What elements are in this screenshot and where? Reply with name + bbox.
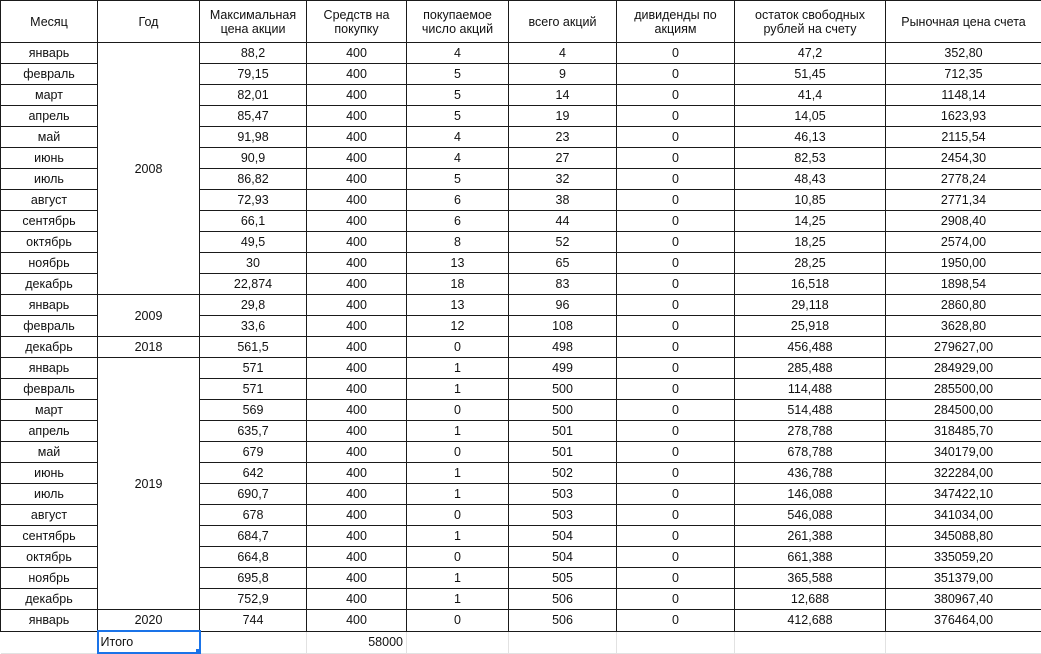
market-value-cell[interactable]: 2574,00 xyxy=(886,232,1041,253)
dividends-cell[interactable]: 0 xyxy=(617,358,735,379)
bought-shares-cell[interactable]: 13 xyxy=(407,253,509,274)
dividends-cell[interactable]: 0 xyxy=(617,253,735,274)
month-cell[interactable]: декабрь xyxy=(1,274,98,295)
max-price-cell[interactable]: 571 xyxy=(200,358,307,379)
column-header[interactable]: всего акций xyxy=(509,1,617,43)
column-header[interactable]: Максимальная цена акции xyxy=(200,1,307,43)
free-rubles-cell[interactable]: 146,088 xyxy=(735,484,886,505)
month-cell[interactable]: март xyxy=(1,400,98,421)
free-rubles-cell[interactable]: 365,588 xyxy=(735,568,886,589)
market-value-cell[interactable]: 380967,40 xyxy=(886,589,1041,610)
month-cell[interactable]: май xyxy=(1,127,98,148)
month-cell[interactable]: декабрь xyxy=(1,589,98,610)
market-value-cell[interactable]: 279627,00 xyxy=(886,337,1041,358)
free-rubles-cell[interactable]: 47,2 xyxy=(735,43,886,64)
bought-shares-cell[interactable]: 0 xyxy=(407,610,509,632)
max-price-cell[interactable]: 690,7 xyxy=(200,484,307,505)
market-value-cell[interactable]: 345088,80 xyxy=(886,526,1041,547)
total-shares-cell[interactable]: 500 xyxy=(509,379,617,400)
total-shares-cell[interactable]: 108 xyxy=(509,316,617,337)
total-shares-cell[interactable]: 52 xyxy=(509,232,617,253)
dividends-cell[interactable]: 0 xyxy=(617,589,735,610)
month-cell[interactable]: сентябрь xyxy=(1,526,98,547)
total-shares-cell[interactable]: 500 xyxy=(509,400,617,421)
month-cell[interactable]: февраль xyxy=(1,379,98,400)
funds-cell[interactable]: 400 xyxy=(307,547,407,568)
total-shares-cell[interactable]: 504 xyxy=(509,547,617,568)
market-value-cell[interactable]: 3628,80 xyxy=(886,316,1041,337)
bought-shares-cell[interactable]: 13 xyxy=(407,295,509,316)
total-shares-cell[interactable]: 19 xyxy=(509,106,617,127)
table-body xyxy=(1,43,1041,654)
month-cell[interactable]: сентябрь xyxy=(1,211,98,232)
year-cell[interactable]: 2018 xyxy=(98,337,200,358)
market-value-cell[interactable]: 376464,00 xyxy=(886,610,1041,632)
bought-shares-cell[interactable]: 0 xyxy=(407,547,509,568)
month-cell[interactable]: январь xyxy=(1,43,98,64)
funds-cell[interactable]: 400 xyxy=(307,610,407,632)
market-value-cell[interactable]: 352,80 xyxy=(886,43,1041,64)
empty-cell[interactable] xyxy=(886,631,1041,653)
funds-cell[interactable]: 400 xyxy=(307,211,407,232)
total-shares-cell[interactable]: 9 xyxy=(509,64,617,85)
max-price-cell[interactable]: 66,1 xyxy=(200,211,307,232)
table-row xyxy=(1,337,1041,358)
column-header[interactable]: Месяц xyxy=(1,1,98,43)
bought-shares-cell[interactable]: 1 xyxy=(407,484,509,505)
free-rubles-cell[interactable]: 48,43 xyxy=(735,169,886,190)
table-row xyxy=(1,358,1041,379)
bought-shares-cell[interactable]: 6 xyxy=(407,190,509,211)
bought-shares-cell[interactable]: 8 xyxy=(407,232,509,253)
market-value-cell[interactable]: 2860,80 xyxy=(886,295,1041,316)
month-cell[interactable]: июнь xyxy=(1,463,98,484)
funds-cell[interactable]: 400 xyxy=(307,169,407,190)
free-rubles-cell[interactable]: 16,518 xyxy=(735,274,886,295)
month-cell[interactable]: июль xyxy=(1,169,98,190)
column-header[interactable]: Средств на покупку xyxy=(307,1,407,43)
bought-shares-cell[interactable]: 4 xyxy=(407,43,509,64)
dividends-cell[interactable]: 0 xyxy=(617,169,735,190)
column-header[interactable]: остаток свободных рублей на счету xyxy=(735,1,886,43)
dividends-cell[interactable]: 0 xyxy=(617,295,735,316)
dividends-cell[interactable]: 0 xyxy=(617,421,735,442)
funds-cell[interactable]: 400 xyxy=(307,421,407,442)
total-shares-cell[interactable]: 23 xyxy=(509,127,617,148)
max-price-cell[interactable]: 90,9 xyxy=(200,148,307,169)
dividends-cell[interactable]: 0 xyxy=(617,400,735,421)
bought-shares-cell[interactable]: 1 xyxy=(407,589,509,610)
max-price-cell[interactable]: 679 xyxy=(200,442,307,463)
bought-shares-cell[interactable]: 1 xyxy=(407,358,509,379)
free-rubles-cell[interactable]: 261,388 xyxy=(735,526,886,547)
month-cell[interactable]: август xyxy=(1,190,98,211)
empty-cell[interactable] xyxy=(509,631,617,653)
market-value-cell[interactable]: 1623,93 xyxy=(886,106,1041,127)
funds-cell[interactable]: 400 xyxy=(307,337,407,358)
market-value-cell[interactable]: 2454,30 xyxy=(886,148,1041,169)
max-price-cell[interactable]: 29,8 xyxy=(200,295,307,316)
total-shares-cell[interactable]: 44 xyxy=(509,211,617,232)
funds-cell[interactable]: 400 xyxy=(307,526,407,547)
max-price-cell[interactable]: 744 xyxy=(200,610,307,632)
dividends-cell[interactable]: 0 xyxy=(617,148,735,169)
free-rubles-cell[interactable]: 114,488 xyxy=(735,379,886,400)
month-cell[interactable]: июнь xyxy=(1,148,98,169)
month-cell[interactable]: январь xyxy=(1,358,98,379)
dividends-cell[interactable]: 0 xyxy=(617,232,735,253)
market-value-cell[interactable]: 284929,00 xyxy=(886,358,1041,379)
dividends-cell[interactable]: 0 xyxy=(617,463,735,484)
funds-cell[interactable]: 400 xyxy=(307,43,407,64)
free-rubles-cell[interactable]: 456,488 xyxy=(735,337,886,358)
max-price-cell[interactable]: 642 xyxy=(200,463,307,484)
dividends-cell[interactable]: 0 xyxy=(617,337,735,358)
dividends-cell[interactable]: 0 xyxy=(617,568,735,589)
total-shares-cell[interactable]: 505 xyxy=(509,568,617,589)
table-row xyxy=(1,610,1041,632)
bought-shares-cell[interactable]: 0 xyxy=(407,442,509,463)
bought-shares-cell[interactable]: 0 xyxy=(407,337,509,358)
dividends-cell[interactable]: 0 xyxy=(617,211,735,232)
max-price-cell[interactable]: 635,7 xyxy=(200,421,307,442)
free-rubles-cell[interactable]: 25,918 xyxy=(735,316,886,337)
month-cell[interactable]: февраль xyxy=(1,64,98,85)
dividends-cell[interactable]: 0 xyxy=(617,379,735,400)
funds-cell[interactable]: 400 xyxy=(307,358,407,379)
free-rubles-cell[interactable]: 661,388 xyxy=(735,547,886,568)
market-value-cell[interactable]: 322284,00 xyxy=(886,463,1041,484)
max-price-cell[interactable]: 684,7 xyxy=(200,526,307,547)
market-value-cell[interactable]: 284500,00 xyxy=(886,400,1041,421)
max-price-cell[interactable]: 79,15 xyxy=(200,64,307,85)
bought-shares-cell[interactable]: 5 xyxy=(407,85,509,106)
bought-shares-cell[interactable]: 1 xyxy=(407,526,509,547)
dividends-cell[interactable]: 0 xyxy=(617,526,735,547)
funds-cell[interactable]: 400 xyxy=(307,274,407,295)
free-rubles-cell[interactable]: 14,25 xyxy=(735,211,886,232)
free-rubles-cell[interactable]: 12,688 xyxy=(735,589,886,610)
total-shares-cell[interactable]: 38 xyxy=(509,190,617,211)
month-cell[interactable]: январь xyxy=(1,295,98,316)
total-shares-cell[interactable]: 498 xyxy=(509,337,617,358)
bought-shares-cell[interactable]: 1 xyxy=(407,421,509,442)
market-value-cell[interactable]: 347422,10 xyxy=(886,484,1041,505)
month-cell[interactable]: март xyxy=(1,85,98,106)
month-cell[interactable]: август xyxy=(1,505,98,526)
funds-cell[interactable]: 400 xyxy=(307,85,407,106)
dividends-cell[interactable]: 0 xyxy=(617,484,735,505)
market-value-cell[interactable]: 2115,54 xyxy=(886,127,1041,148)
empty-cell[interactable] xyxy=(617,631,735,653)
month-cell[interactable]: ноябрь xyxy=(1,253,98,274)
market-value-cell[interactable]: 285500,00 xyxy=(886,379,1041,400)
max-price-cell[interactable]: 72,93 xyxy=(200,190,307,211)
dividends-cell[interactable]: 0 xyxy=(617,505,735,526)
month-cell[interactable]: май xyxy=(1,442,98,463)
year-cell[interactable]: 2008 xyxy=(98,43,200,295)
month-cell[interactable]: апрель xyxy=(1,106,98,127)
total-shares-cell[interactable]: 14 xyxy=(509,85,617,106)
total-label-cell[interactable] xyxy=(98,631,200,653)
empty-cell[interactable] xyxy=(407,631,509,653)
funds-cell[interactable]: 400 xyxy=(307,463,407,484)
dividends-cell[interactable]: 0 xyxy=(617,85,735,106)
funds-cell[interactable]: 400 xyxy=(307,589,407,610)
bought-shares-cell[interactable]: 4 xyxy=(407,127,509,148)
free-rubles-cell[interactable]: 278,788 xyxy=(735,421,886,442)
max-price-cell[interactable]: 695,8 xyxy=(200,568,307,589)
free-rubles-cell[interactable]: 28,25 xyxy=(735,253,886,274)
total-shares-cell[interactable]: 4 xyxy=(509,43,617,64)
funds-cell[interactable]: 400 xyxy=(307,568,407,589)
total-shares-cell[interactable]: 65 xyxy=(509,253,617,274)
bought-shares-cell[interactable]: 5 xyxy=(407,106,509,127)
funds-cell[interactable]: 400 xyxy=(307,253,407,274)
max-price-cell[interactable]: 82,01 xyxy=(200,85,307,106)
bought-shares-cell[interactable]: 0 xyxy=(407,505,509,526)
dividends-cell[interactable]: 0 xyxy=(617,316,735,337)
free-rubles-cell[interactable]: 14,05 xyxy=(735,106,886,127)
column-header[interactable]: Год xyxy=(98,1,200,43)
market-value-cell[interactable]: 2778,24 xyxy=(886,169,1041,190)
month-cell[interactable]: июль xyxy=(1,484,98,505)
dividends-cell[interactable]: 0 xyxy=(617,610,735,632)
max-price-cell[interactable]: 30 xyxy=(200,253,307,274)
free-rubles-cell[interactable]: 285,488 xyxy=(735,358,886,379)
market-value-cell[interactable]: 1950,00 xyxy=(886,253,1041,274)
max-price-cell[interactable]: 561,5 xyxy=(200,337,307,358)
max-price-cell[interactable]: 88,2 xyxy=(200,43,307,64)
max-price-cell[interactable]: 664,8 xyxy=(200,547,307,568)
free-rubles-cell[interactable]: 10,85 xyxy=(735,190,886,211)
dividends-cell[interactable]: 0 xyxy=(617,547,735,568)
funds-cell[interactable]: 400 xyxy=(307,505,407,526)
dividends-cell[interactable]: 0 xyxy=(617,106,735,127)
funds-cell[interactable]: 400 xyxy=(307,127,407,148)
free-rubles-cell[interactable]: 46,13 xyxy=(735,127,886,148)
free-rubles-cell[interactable]: 18,25 xyxy=(735,232,886,253)
header-row xyxy=(1,1,1041,43)
year-cell[interactable]: 2020 xyxy=(98,610,200,632)
total-shares-cell[interactable]: 501 xyxy=(509,421,617,442)
funds-cell[interactable]: 400 xyxy=(307,64,407,85)
market-value-cell[interactable]: 1898,54 xyxy=(886,274,1041,295)
market-value-cell[interactable]: 1148,14 xyxy=(886,85,1041,106)
month-cell[interactable]: октябрь xyxy=(1,547,98,568)
bought-shares-cell[interactable]: 1 xyxy=(407,568,509,589)
funds-cell[interactable]: 400 xyxy=(307,316,407,337)
total-shares-cell[interactable]: 504 xyxy=(509,526,617,547)
total-value-cell[interactable]: 58000 xyxy=(307,631,407,653)
funds-cell[interactable]: 400 xyxy=(307,400,407,421)
year-cell[interactable]: 2009 xyxy=(98,295,200,337)
empty-cell[interactable] xyxy=(200,631,307,653)
max-price-cell[interactable]: 571 xyxy=(200,379,307,400)
bought-shares-cell[interactable]: 12 xyxy=(407,316,509,337)
max-price-cell[interactable]: 85,47 xyxy=(200,106,307,127)
month-cell[interactable]: апрель xyxy=(1,421,98,442)
bought-shares-cell[interactable]: 5 xyxy=(407,64,509,85)
total-label: Итого xyxy=(101,635,134,649)
dividends-cell[interactable]: 0 xyxy=(617,43,735,64)
total-shares-cell[interactable]: 506 xyxy=(509,589,617,610)
total-shares-cell[interactable]: 501 xyxy=(509,442,617,463)
empty-cell[interactable] xyxy=(735,631,886,653)
dividends-cell[interactable]: 0 xyxy=(617,442,735,463)
month-cell[interactable]: февраль xyxy=(1,316,98,337)
funds-cell[interactable]: 400 xyxy=(307,442,407,463)
bought-shares-cell[interactable]: 5 xyxy=(407,169,509,190)
max-price-cell[interactable]: 752,9 xyxy=(200,589,307,610)
funds-cell[interactable]: 400 xyxy=(307,190,407,211)
month-cell[interactable]: декабрь xyxy=(1,337,98,358)
max-price-cell[interactable]: 91,98 xyxy=(200,127,307,148)
funds-cell[interactable]: 400 xyxy=(307,484,407,505)
column-header[interactable]: дивиденды по акциям xyxy=(617,1,735,43)
funds-cell[interactable]: 400 xyxy=(307,232,407,253)
table-row xyxy=(1,43,1041,64)
table-row xyxy=(1,295,1041,316)
total-shares-cell[interactable]: 506 xyxy=(509,610,617,632)
empty-cell[interactable] xyxy=(1,631,98,653)
funds-cell[interactable]: 400 xyxy=(307,106,407,127)
total-shares-cell[interactable]: 32 xyxy=(509,169,617,190)
bought-shares-cell[interactable]: 1 xyxy=(407,463,509,484)
bought-shares-cell[interactable]: 0 xyxy=(407,400,509,421)
funds-cell[interactable]: 400 xyxy=(307,379,407,400)
bought-shares-cell[interactable]: 1 xyxy=(407,379,509,400)
total-shares-cell[interactable]: 96 xyxy=(509,295,617,316)
total-shares-cell[interactable]: 27 xyxy=(509,148,617,169)
free-rubles-cell[interactable]: 51,45 xyxy=(735,64,886,85)
month-cell[interactable]: январь xyxy=(1,610,98,632)
year-cell[interactable]: 2019 xyxy=(98,358,200,610)
total-shares-cell[interactable]: 502 xyxy=(509,463,617,484)
bought-shares-cell[interactable]: 4 xyxy=(407,148,509,169)
total-shares-cell[interactable]: 499 xyxy=(509,358,617,379)
market-value-cell[interactable]: 2908,40 xyxy=(886,211,1041,232)
month-cell[interactable]: октябрь xyxy=(1,232,98,253)
free-rubles-cell[interactable]: 678,788 xyxy=(735,442,886,463)
column-header[interactable]: покупаемое число акций xyxy=(407,1,509,43)
max-price-cell[interactable]: 86,82 xyxy=(200,169,307,190)
market-value-cell[interactable]: 318485,70 xyxy=(886,421,1041,442)
total-shares-cell[interactable]: 83 xyxy=(509,274,617,295)
free-rubles-cell[interactable]: 41,4 xyxy=(735,85,886,106)
bought-shares-cell[interactable]: 6 xyxy=(407,211,509,232)
column-header[interactable]: Рыночная цена счета xyxy=(886,1,1041,43)
free-rubles-cell[interactable]: 546,088 xyxy=(735,505,886,526)
dividends-cell[interactable]: 0 xyxy=(617,274,735,295)
free-rubles-cell[interactable]: 514,488 xyxy=(735,400,886,421)
free-rubles-cell[interactable]: 412,688 xyxy=(735,610,886,632)
market-value-cell[interactable]: 712,35 xyxy=(886,64,1041,85)
dividends-cell[interactable]: 0 xyxy=(617,64,735,85)
total-row xyxy=(1,631,1041,653)
dividends-cell[interactable]: 0 xyxy=(617,127,735,148)
free-rubles-cell[interactable]: 29,118 xyxy=(735,295,886,316)
free-rubles-cell[interactable]: 436,788 xyxy=(735,463,886,484)
market-value-cell[interactable]: 335059,20 xyxy=(886,547,1041,568)
free-rubles-cell[interactable]: 82,53 xyxy=(735,148,886,169)
max-price-cell[interactable]: 569 xyxy=(200,400,307,421)
max-price-cell[interactable]: 22,874 xyxy=(200,274,307,295)
funds-cell[interactable]: 400 xyxy=(307,148,407,169)
total-shares-cell[interactable]: 503 xyxy=(509,484,617,505)
total-shares-cell[interactable]: 503 xyxy=(509,505,617,526)
month-cell[interactable]: ноябрь xyxy=(1,568,98,589)
max-price-cell[interactable]: 49,5 xyxy=(200,232,307,253)
max-price-cell[interactable]: 678 xyxy=(200,505,307,526)
market-value-cell[interactable]: 351379,00 xyxy=(886,568,1041,589)
market-value-cell[interactable]: 341034,00 xyxy=(886,505,1041,526)
funds-cell[interactable]: 400 xyxy=(307,295,407,316)
dividends-cell[interactable]: 0 xyxy=(617,190,735,211)
bought-shares-cell[interactable]: 18 xyxy=(407,274,509,295)
market-value-cell[interactable]: 340179,00 xyxy=(886,442,1041,463)
market-value-cell[interactable]: 2771,34 xyxy=(886,190,1041,211)
max-price-cell[interactable]: 33,6 xyxy=(200,316,307,337)
